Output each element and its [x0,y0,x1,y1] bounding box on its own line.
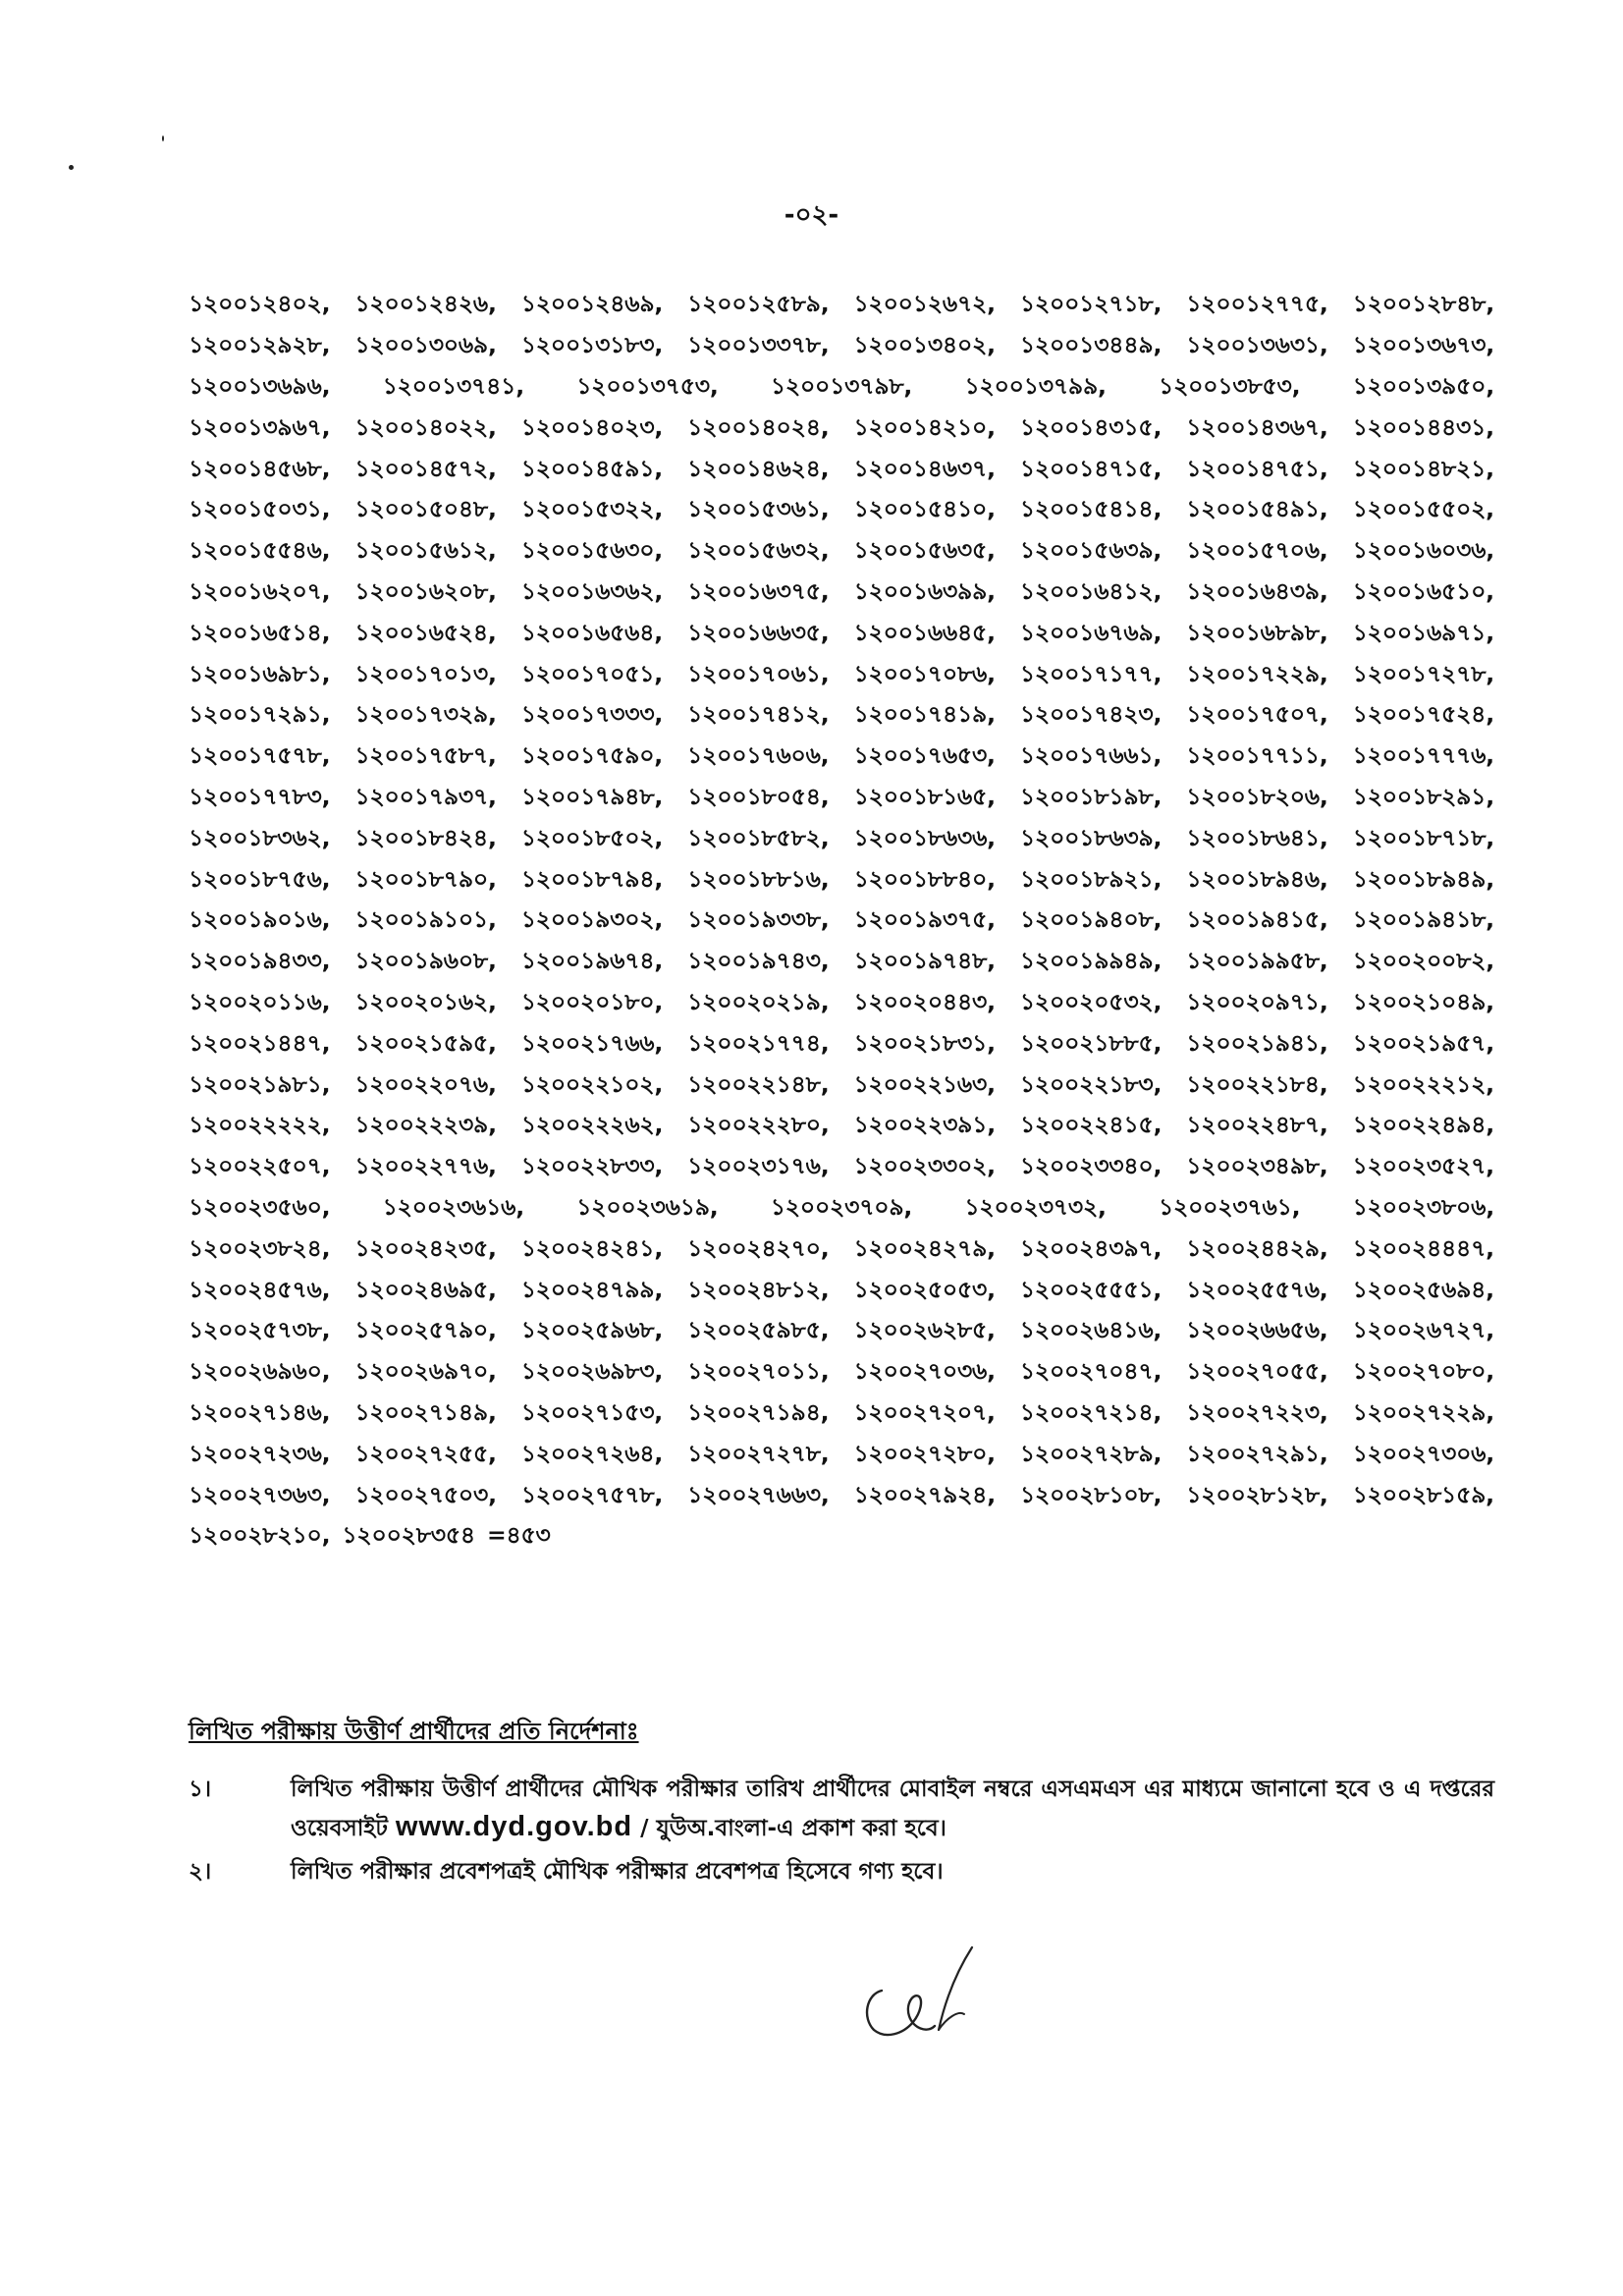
roll-row [189,1023,1494,1065]
roll-number: ১২০০২৭২৯১, [1186,1439,1328,1467]
roll-number: ১২০০২৫৭৩৮, [189,1316,331,1344]
roll-number: ১২০০১৪৪৩১, [1352,412,1494,441]
roll-number: ১২০০১৬৫৬৪, [520,618,664,646]
roll-number: ১২০০১৬৩৯৯, [853,576,996,605]
roll-number: ১২০০২২৪৯৪, [1352,1111,1494,1139]
roll-number: ১২০০১৩৯৫০, [1352,371,1494,400]
roll-number: ১২০০২০৯৭১, [1186,987,1328,1015]
roll-number: ১২০০২৬৯৭০, [354,1357,497,1386]
roll-number: ১২০০১৮৭৫৬, [189,864,331,893]
roll-number: ১২০০২১৮৩১, [853,1028,996,1057]
roll-number: ১২০০২২৩৯১, [853,1111,996,1139]
roll-row [189,490,1494,531]
roll-number: ১২০০১৩৭৯৯, [964,371,1107,400]
roll-number: ১২০০২১৮৮৫, [1019,1028,1163,1057]
roll-number: ১২০০২৭২৩৬, [189,1439,331,1467]
roll-number: ১২০০১৭৯৩৭, [354,782,497,810]
roll-number: ১২০০২০১১৬, [189,987,331,1015]
roll-number: ১২০০২৭০৮০, [1352,1357,1494,1386]
roll-number: ১২০০২৭১৪৯, [354,1397,497,1426]
roll-number: ১২০০২৭৩৬৩, [189,1480,331,1508]
roll-number: ১২০০১৯৭৪৩, [687,947,830,975]
roll-number: ১২০০১৯৬০৮, [354,947,497,975]
roll-number: ১২০০১৭৩২৯, [354,700,497,729]
roll-number: ১২০০১৯৪৩৩, [189,947,331,975]
roll-number: ১২০০১৯৩৭৫, [853,905,996,934]
roll-row [189,1147,1494,1188]
roll-number: ১২০০২৭২০৭, [853,1397,996,1426]
roll-number: ১২০০১৫৬৩২, [687,536,830,565]
roll-number: ১২০০১৬৪১২, [1019,576,1163,605]
roll-number: ১২০০১৬৯৭১, [1352,618,1494,646]
roll-number: ১২০০২৩১৭৬, [687,1152,830,1180]
roll-number: ১২০০১৬৭৬৯, [1019,618,1163,646]
roll-number: ১২০০২৫৫৭৬, [1186,1275,1328,1303]
roll-number: ১২০০২৫৫৫১, [1019,1275,1163,1303]
roll-number: ১২০০১৪৭৫১, [1186,454,1328,482]
roll-number: ১২০০১৭০৬১, [687,659,830,687]
roll-number: ১২০০২১০৪৯, [1352,987,1494,1015]
roll-number: ১২০০২২২৬২, [520,1111,664,1139]
instructions-heading: লিখিত পরীক্ষায় উত্তীর্ণ প্রার্থীদের প্রতি নির্দেশনাঃ [189,1718,639,1745]
roll-number: ১২০০২৮৩৫৪ [342,1521,475,1550]
roll-number: ১২০০২৪৪২৯, [1186,1233,1328,1262]
roll-number: ১২০০২২৭৭৬, [354,1152,497,1180]
roll-number: ১২০০১৩৬৩১, [1186,331,1328,359]
roll-number: ১২০০২১৪৪৭, [189,1028,331,1057]
roll-row [189,1106,1494,1147]
roll-number: ১২০০২২৪১৫, [1019,1111,1163,1139]
roll-number: ১২০০২৬৯৬০, [189,1357,331,1386]
roll-number: ১২০০২২২১২, [1352,1069,1494,1098]
roll-number: ১২০০২২৪৮৭, [1186,1111,1328,1139]
roll-number: ১২০০২৩৮২৪, [189,1233,331,1262]
roll-number: ১২০০১৫৩২২, [520,495,664,523]
roll-number: ১২০০১৭৭১১, [1186,741,1328,770]
roll-number: ১২০০১৭৫৮৭, [354,741,497,770]
roll-number: ১২০০১৩৮৫৩, [1159,371,1301,400]
roll-number: ১২০০১২৫৮৯, [687,290,830,318]
instruction-text [291,1771,1494,1847]
roll-number: ১২০০১৯৭৪৮, [853,947,996,975]
roll-number: ১২০০২২১৮৪, [1186,1069,1328,1098]
roll-number: ১২০০২৭০৩৬, [853,1357,996,1386]
roll-row [189,942,1494,983]
roll-number: ১২০০২৭৯২৪, [853,1480,996,1508]
roll-number: ১২০০১৭০৮৬, [853,659,996,687]
roll-number: ১২০০২৭১৪৬, [189,1397,331,1426]
roll-number: ১২০০১৯৬৭৪, [520,947,664,975]
roll-number: ১২০০২৩৭৬১, [1158,1192,1301,1221]
roll-number: ১২০০১৭৫৭৮, [189,741,331,770]
roll-number: ১২০০১৯৪১৫, [1186,905,1328,934]
roll-number: ১২০০২৫৯৬৮, [520,1316,664,1344]
roll-number: ১২০০১৪৩৬৭, [1186,412,1328,441]
roll-number: ১২০০২৭২১৪, [1019,1397,1163,1426]
roll-number: ১২০০১৪০২৪, [687,412,830,441]
roll-number: ১২০০১৭৯৪৮, [520,782,664,810]
total-count: =৪৫৩ [486,1521,551,1550]
roll-number: ১২০০১৯০১৬, [189,905,331,934]
roll-number: ১২০০১৭২৭৮, [1352,659,1494,687]
roll-number: ১২০০১৭৩৩৩, [520,700,664,729]
roll-number: ১২০০২৮১৫৯, [1352,1480,1494,1508]
roll-number: ১২০০২২১৬৩, [853,1069,996,1098]
roll-number: ১২০০১৭০৫১, [520,659,664,687]
roll-number: ১২০০১৬২০৭, [189,576,331,605]
roll-number: ১২০০২২২৮০, [687,1111,830,1139]
roll-row [189,737,1494,778]
roll-number: ১২০০২৭৫৭৮, [520,1480,664,1508]
roll-number: ১২০০১৮৭৯০, [354,864,497,893]
roll-number: ১২০০১৩০৬৯, [354,331,497,359]
roll-number: ১২০০১৬৫১০, [1352,576,1494,605]
instruction-text: লিখিত পরীক্ষার প্রবেশপত্রই মৌখিক পরীক্ষার প্রবেশপত্র হিসেবে গণ্য হবে। [291,1859,944,1885]
roll-number: ১২০০২৪৪৪৭, [1352,1233,1494,1262]
roll-number: ১২০০২৭২৫৫, [354,1439,497,1467]
roll-number: ১২০০২৫৯৮৫, [687,1316,830,1344]
roll-number: ১২০০২২৮৩৩, [520,1152,664,1180]
roll-number: ১২০০১২৪২৬, [354,290,497,318]
roll-row [189,1394,1494,1435]
roll-row [189,1188,1494,1230]
roll-number: ১২০০১৪৭১৫, [1019,454,1163,482]
roll-number: ১২০০১৩৪৪৯, [1019,331,1163,359]
roll-number: ১২০০১৮২০৬, [1186,782,1328,810]
roll-number: ১২০০২৪২৩৫, [354,1233,497,1262]
roll-number: ১২০০২৪২৭৯, [853,1233,996,1262]
roll-number: ১২০০২৭০৫৫, [1186,1357,1328,1386]
roll-number: ১২০০২৪৫৭৬, [189,1275,331,1303]
roll-number: ১২০০১৫৬৩৫, [853,536,996,565]
roll-number: ১২০০১৬৬৪৫, [853,618,996,646]
instruction-text-part: লিখিত পরীক্ষায় উত্তীর্ণ প্রার্থীদের মৌখিক পরীক্ষার তারিখ প্রার্থীদের মোবাইল নম্বরে এসএমএস এর মাধ্যমে জানানো হবে ও এ দপ্তরের ওয়েবসাইট [291,1777,1494,1841]
roll-number: ১২০০২৫৭৯০, [354,1316,497,1344]
instruction-item [189,1771,1494,1847]
roll-row [189,367,1494,409]
roll-number-list [189,285,1494,1558]
roll-number: ১২০০১৯৩০২, [520,905,664,934]
roll-row [189,1475,1494,1516]
roll-number: ১২০০২০১৮০, [520,987,664,1015]
roll-number: ১২০০১৩৭৯৮, [770,371,913,400]
roll-number: ১২০০১৫৬৩৯, [1019,536,1163,565]
roll-number: ১২০০২৭২৭৮, [687,1439,830,1467]
roll-number: ১২০০২৭১৯৪, [687,1397,830,1426]
roll-number: ১২০০১৫০৪৮, [354,495,497,523]
instructions-section [189,1714,1494,1896]
roll-number: ১২০০২৫০৫৩, [853,1275,996,1303]
roll-number: ১২০০২৬৭২৭, [1352,1316,1494,1344]
roll-number: ১২০০১৬৩৬২, [520,576,664,605]
roll-number: ১২০০২৩৩৪০, [1019,1152,1163,1180]
roll-number: ১২০০১৫৩৬১, [687,495,830,523]
roll-number: ১২০০১৬৮৯৮, [1186,618,1328,646]
roll-number: ১২০০১৩৩৭৮, [687,331,830,359]
roll-number: ১২০০২৮১২৮, [1186,1480,1328,1508]
roll-number: ১২০০২০০৮২, [1352,947,1494,975]
roll-number: ১২০০২৩৫৬০, [189,1192,331,1221]
signature-image [844,1940,992,2048]
roll-number: ১২০০২১৭৬৬, [520,1028,664,1057]
roll-number: ১২০০২৭৫০৩, [354,1480,497,1508]
roll-number: ১২০০১৪২১০, [853,412,996,441]
roll-row [189,285,1494,326]
roll-row [189,901,1494,942]
roll-number: ১২০০২৩৭০৯, [770,1192,913,1221]
roll-number: ১২০০১৬২০৮, [354,576,497,605]
roll-number: ১২০০১৩৭৪১, [382,371,524,400]
website-url: www.dyd.gov.bd [395,1811,633,1842]
roll-number: ১২০০১৯৯৪৯, [1019,947,1163,975]
roll-number: ১২০০১৪০২৩, [520,412,664,441]
roll-number: ১২০০১৬০৩৬, [1352,536,1494,565]
roll-number: ১২০০১৮৫৮২, [687,823,830,851]
roll-number: ১২০০১৭১৭৭, [1019,659,1163,687]
roll-number: ১২০০২১৯৪১, [1186,1028,1328,1057]
roll-row [189,654,1494,695]
roll-number: ১২০০২৩৩০২, [853,1152,996,1180]
roll-number: ১২০০১৭৭৭৬, [1352,741,1494,770]
roll-row [189,408,1494,449]
roll-number: ১২০০২০৪৪৩, [853,987,996,1015]
roll-number: ১২০০১৮৯২১, [1019,864,1163,893]
roll-number: ১২০০১৫৪১০, [853,495,996,523]
roll-number: ১২০০১৩৯৬৭, [189,412,331,441]
roll-number: ১২০০২৭২৮৯, [1019,1439,1163,1467]
roll-row [189,1229,1494,1270]
roll-number: ১২০০১৬৫২৪, [354,618,497,646]
roll-number: ১২০০১৫৫০২, [1352,495,1494,523]
roll-number: ১২০০১৮৪২৪, [354,823,497,851]
roll-number: ১২০০২৪২৪১, [520,1233,664,1262]
roll-row [189,1516,1494,1558]
roll-number: ১২০০২১৯৫৭, [1352,1028,1494,1057]
roll-number: ১২০০২২২৩৯, [354,1111,497,1139]
roll-row [189,573,1494,614]
roll-number: ১২০০১২৭৭৫, [1186,290,1328,318]
instruction-number: ২। [189,1859,212,1885]
roll-number: ১২০০১৯৯৫৮, [1186,947,1328,975]
roll-number: ১২০০১৮৯৪৬, [1186,864,1328,893]
roll-number: ১২০০১৭৬০৬, [687,741,830,770]
roll-number: ১২০০২৭১৫৩, [520,1397,664,1426]
roll-number: ১২০০২৩৮০৬, [1352,1192,1494,1221]
roll-number: ১২০০১৬৯৮১, [189,659,331,687]
roll-row [189,1311,1494,1352]
roll-number: ১২০০১৫৪৯১, [1186,495,1328,523]
roll-number: ১২০০১৬৪৩৯, [1186,576,1328,605]
roll-number: ১২০০১২৪০২, [189,290,331,318]
roll-number: ১২০০১৭৬৫৩, [853,741,996,770]
roll-number: ১২০০১৮৮১৬, [687,864,830,893]
roll-number: ১২০০২৩৫২৭, [1352,1152,1494,1180]
roll-number: ১২০০২৭০৪৭, [1019,1357,1163,1386]
roll-number: ১২০০২৪৬৯৫, [354,1275,497,1303]
roll-number: ১২০০২২৫০৭, [189,1152,331,1180]
roll-number: ১২০০১৭৭৮৩, [189,782,331,810]
roll-number: ১২০০১৮৬৪১, [1186,823,1328,851]
roll-number: ১২০০১৮৮৪০, [853,864,996,893]
roll-row [189,613,1494,654]
roll-row [189,778,1494,819]
roll-number: ১২০০১৪৬৩৭, [853,454,996,482]
roll-number: ১২০০১৯১০১, [354,905,497,934]
roll-number: ১২০০২৭০১১, [687,1357,830,1386]
roll-number: ১২০০১৭৪১৯, [853,700,996,729]
roll-number: ১২০০১৮৬৩৬, [853,823,996,851]
roll-number: ১২০০১৭২৯১, [189,700,331,729]
roll-number: ১২০০১৫০৩১, [189,495,331,523]
roll-number: ১২০০২২১৪৮, [687,1069,830,1098]
roll-number: ১২০০২৪২৭০, [687,1233,830,1262]
roll-number: ১২০০১৭৪১২, [687,700,830,729]
roll-number: ১২০০১৫৭০৬, [1186,536,1328,565]
roll-number: ১২০০২৭২৮০, [853,1439,996,1467]
roll-number: ১২০০১৪৮২১, [1352,454,1494,482]
roll-number: ১২০০২০২১৯, [687,987,830,1015]
roll-number: ১২০০২৩৬১৯, [576,1192,719,1221]
roll-row [189,818,1494,859]
roll-number: ১২০০১৯৪১৮, [1352,905,1494,934]
roll-number: ১২০০১৮৭৯৪, [520,864,664,893]
roll-number: ১২০০২৩৭৩২, [964,1192,1107,1221]
roll-number: ১২০০১৪৫৯১, [520,454,664,482]
roll-number: ১২০০২৭২২৩, [1186,1397,1328,1426]
roll-number: ১২০০১৩৬৭৩, [1352,331,1494,359]
roll-number: ১২০০১৯৩৩৮, [687,905,830,934]
roll-number: ১২০০১২৬৭২, [853,290,996,318]
roll-row [189,326,1494,367]
roll-number: ১২০০২২১৮৩, [1019,1069,1163,1098]
roll-number: ১২০০১২৪৬৯, [520,290,664,318]
roll-number: ১২০০২৬৯৮৩, [520,1357,664,1386]
roll-number: ১২০০১৮১৯৮, [1019,782,1163,810]
roll-row [189,1352,1494,1394]
roll-number: ১২০০২০৫৩২, [1019,987,1163,1015]
roll-row [189,695,1494,737]
roll-number: ১২০০২১৫৯৫, [354,1028,497,1057]
roll-number: ১২০০২২১০২, [520,1069,664,1098]
roll-number: ১২০০১৬৬৩৫, [687,618,830,646]
roll-number: ১২০০১২৮৪৮, [1352,290,1494,318]
roll-number: ১২০০২৮২১০, [189,1521,331,1550]
scan-speck [69,165,74,170]
roll-number: ১২০০২০১৬২, [354,987,497,1015]
roll-number: ১২০০১৮১৬৫, [853,782,996,810]
page-number: -০২- [784,200,839,230]
instruction-number: ১। [189,1777,212,1802]
roll-number: ১২০০১৭৫০৭, [1186,700,1328,729]
roll-number: ১২০০২৪৩৯৭, [1019,1233,1163,1262]
roll-number: ১২০০১২৯২৮, [189,331,331,359]
roll-number: ১২০০২১৭৭৪, [687,1028,830,1057]
roll-number: ১২০০১৮৭১৮, [1352,823,1494,851]
roll-row [189,983,1494,1024]
roll-number: ১২০০২৪৭৯৯, [520,1275,664,1303]
roll-number: ১২০০২২২২২, [189,1111,331,1139]
roll-row [189,1434,1494,1475]
roll-number: ১২০০১৫৬৩০, [520,536,664,565]
roll-number: ১২০০২৬৪১৬, [1019,1316,1163,1344]
roll-number: ১২০০১৩৪০২, [853,331,996,359]
roll-number: ১২০০১৯৪০৮, [1019,905,1163,934]
roll-number: ১২০০১৬৩৭৫, [687,576,830,605]
roll-number: ১২০০১৫৬১২, [354,536,497,565]
instruction-item [189,1853,1494,1890]
roll-row [189,1065,1494,1106]
roll-number: ১২০০২৩৬১৬, [382,1192,524,1221]
roll-number: ১২০০১৭৫২৪, [1352,700,1494,729]
roll-number: ১২০০১৮৩৬২, [189,823,331,851]
roll-number: ১২০০১৫৪১৪, [1019,495,1163,523]
roll-number: ১২০০২১৯৮১, [189,1069,331,1098]
roll-number: ১২০০১৭৫৯০, [520,741,664,770]
roll-number: ১২০০১৫৫৪৬, [189,536,331,565]
roll-number: ১২০০২৭৬৬৩, [687,1480,830,1508]
roll-number: ১২০০২৪৮১২, [687,1275,830,1303]
roll-number: ১২০০১৩১৮৩, [520,331,664,359]
roll-number: ১২০০২৬৬৫৬, [1186,1316,1328,1344]
roll-number: ১২০০১৬৫১৪, [189,618,331,646]
scan-speck [162,136,164,141]
roll-number: ১২০০১৮০৫৪, [687,782,830,810]
roll-number: ১২০০১৪০২২, [354,412,497,441]
roll-number: ১২০০২৫৬৯৪, [1352,1275,1494,1303]
roll-number: ১২০০১৪৬২৪, [687,454,830,482]
roll-number: ১২০০২৬২৮৫, [853,1316,996,1344]
roll-number: ১২০০১৮২৯১, [1352,782,1494,810]
roll-row [189,531,1494,573]
roll-number: ১২০০১৪৫৭২, [354,454,497,482]
roll-row [189,859,1494,901]
roll-number: ১২০০১৮৬৩৯, [1019,823,1163,851]
roll-number: ১২০০১৮৯৪৯, [1352,864,1494,893]
roll-row [189,1270,1494,1311]
roll-number: ১২০০১৪৩১৫, [1019,412,1163,441]
roll-number: ১২০০১২৭১৮, [1019,290,1163,318]
roll-row [189,449,1494,490]
roll-number: ১২০০১৭৪২৩, [1019,700,1163,729]
roll-number: ১২০০১৩৭৫৩, [576,371,719,400]
roll-number: ১২০০১৪৫৬৮, [189,454,331,482]
roll-number: ১২০০২৩৪৯৮, [1186,1152,1328,1180]
roll-number: ১২০০১৮৫০২, [520,823,664,851]
roll-number: ১২০০১৭৬৬১, [1019,741,1163,770]
roll-number: ১২০০২২০৭৬, [354,1069,497,1098]
roll-number: ১২০০১৩৬৯৬, [189,371,331,400]
roll-number: ১২০০১৭২২৯, [1186,659,1328,687]
roll-number: ১২০০২৭২২৯, [1352,1397,1494,1426]
roll-number: ১২০০২৭২৬৪, [520,1439,664,1467]
roll-number: ১২০০২৭৩০৬, [1352,1439,1494,1467]
instruction-text-part: / যুউঅ.বাংলা-এ প্রকাশ করা হবে। [640,1816,947,1841]
roll-number: ১২০০১৭০১৩, [354,659,497,687]
roll-number: ১২০০২৮১০৮, [1019,1480,1163,1508]
